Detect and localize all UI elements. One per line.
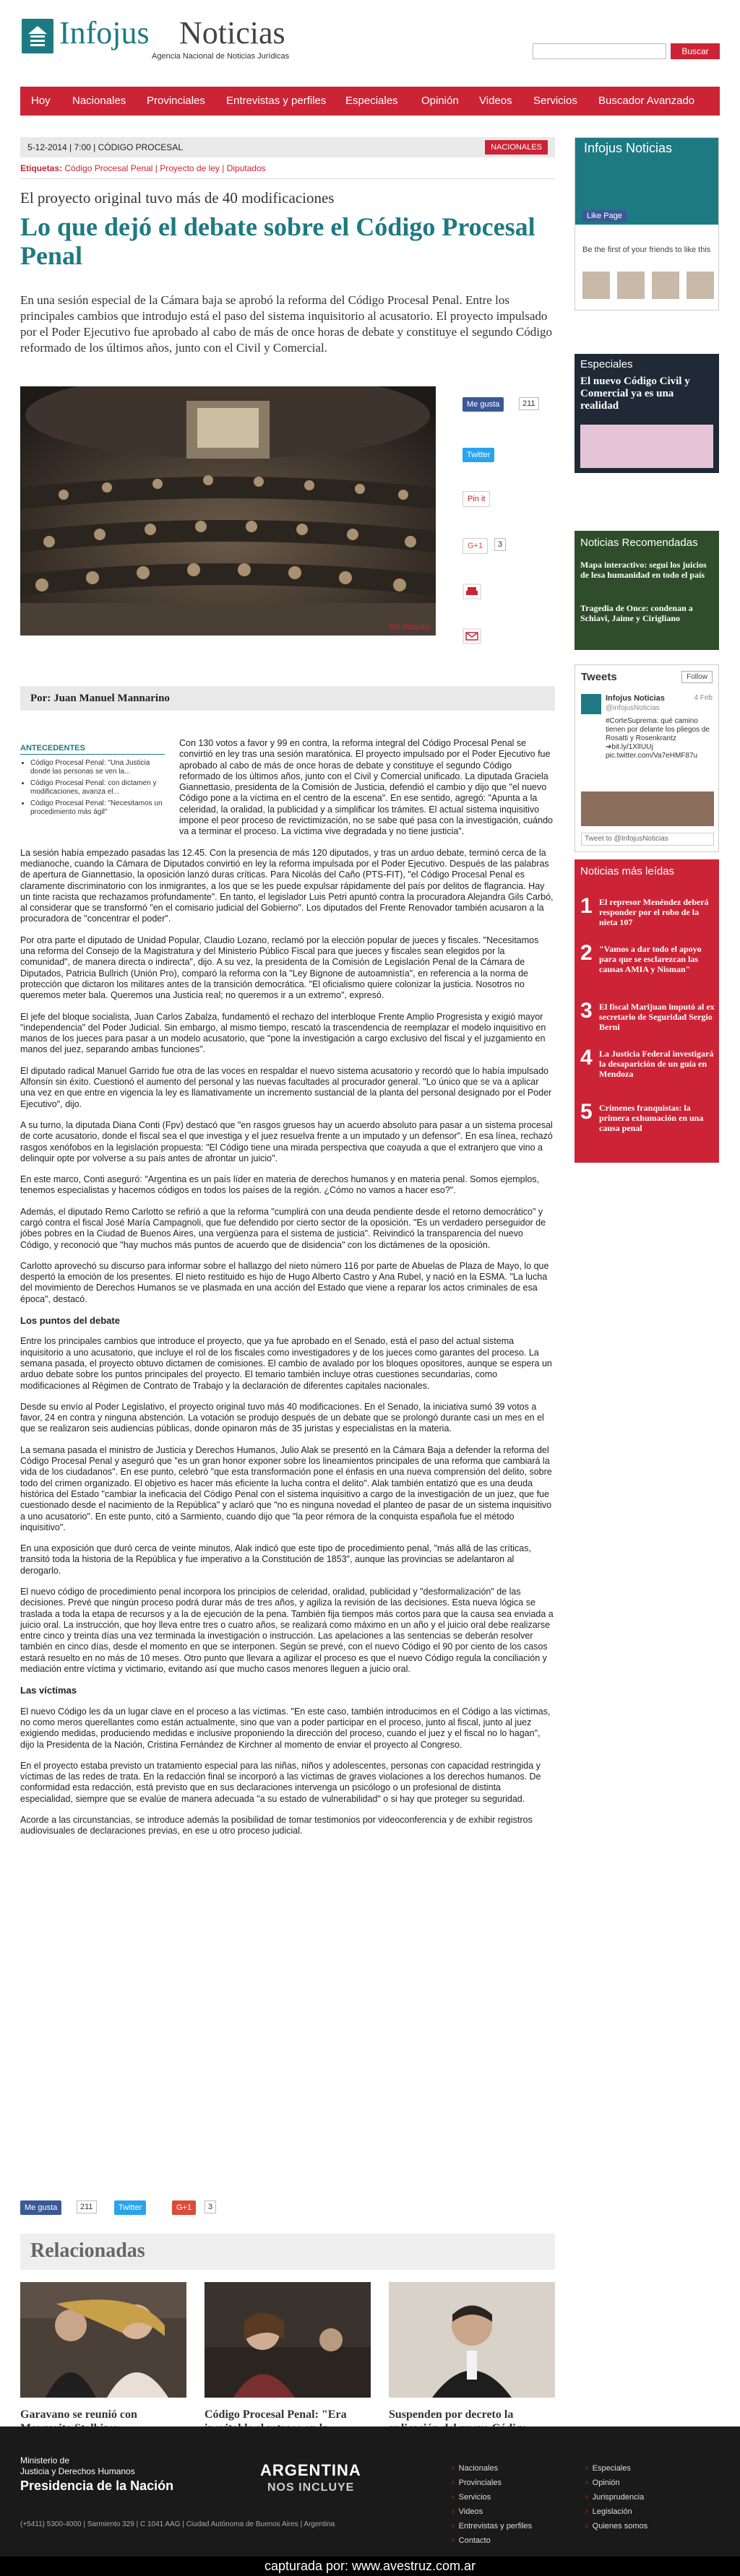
logo-infojus[interactable]: Infojus	[59, 15, 150, 51]
avatar[interactable]	[687, 272, 714, 299]
footer-link[interactable]: › Quienes somos	[585, 2522, 648, 2531]
tags	[20, 163, 266, 173]
recomendada-link[interactable]: Tragedia de Once: condenan a Schiavi, Jaime y Cirigliano	[580, 603, 693, 623]
related-title: Relacionadas	[30, 2239, 145, 2262]
antecedentes-title: ANTECEDENTES	[20, 744, 165, 755]
paragraph: Entre los principales cambios que introduce el proyecto, que ya fue aprobado en el Senado, está el paso del actual sistema inquisitorio a uno acusatorio, que incluye el rol de los fiscales como investigadores y de los jueces como garantes del proceso. La semana pasada, el proyecto obtuvo dictamen de comisiones. El cambio de avalado por los bloques opositores, aunque se espera un arduo debate sobre los puntos principales del proyecto. El temario también incluye otras cuestiones secundarias, como modificaciones al Régimen de Contrato de Trabajo y la declaración de diferentes capitales nacionales.	[20, 1336, 552, 1391]
related-card[interactable]	[205, 2282, 371, 2449]
twitter-follow-button[interactable]: Follow	[681, 671, 713, 683]
argentina-logo-2: NOS INCLUYE	[267, 2481, 355, 2494]
paragraph: El nuevo código de procedimiento penal incorpora los principios de celeridad, oralidad, publicidad y "desformalización" de las decisiones. Prevé que ningún proceso podrá durar más de tres años, y agiliza la revisión de las decisiones. Esta nueva lógica se traslada a toda la etapa de recursos y a la de ejecución de la pena. También fija tiempos más cortos para que la causa sea enviada a juicio oral. La instrucción, que hoy lleva entre tres o cuatro años, se realizará como máximo en un año y el juicio oral debe realizarse entre cinco y treinta días una vez terminada la investigación o instrucción. Las apelaciones a las sentencias se deberán resolver también en cinco días, desde el momento en que se interponen. Según se prevé, con el nuevo Código el 90 por ciento de los casos estará resuelto en no más de 10 meses. Otro punto que llevara a agilizar el proceso es que el nuevo Código regula la conciliación y mediación entre víctima y victimario, evitando así que mucho casos menores lleguen a juicio oral.	[20, 1587, 554, 1675]
fb-count: 211	[519, 397, 539, 410]
facebook-cover	[575, 138, 718, 225]
mas-leida-link[interactable]: El fiscal Marijuan imputó al ex secretario de Seguridad Sergio Berni	[599, 1002, 715, 1032]
footer-link[interactable]: › Nacionales	[452, 2464, 498, 2473]
related-card[interactable]	[20, 2282, 186, 2435]
related-photo[interactable]	[205, 2282, 371, 2398]
paragraph: El nuevo Código les da un lugar clave en el proceso a las víctimas. "En este caso, también introducimos en el Código a las víctimas, no como meros querellantes como están actualmente, sino que van a poder participar en el proceso, junto al fiscal, junto al juez exigiendo medidas, produciendo medidas e inclusive proponiendo la dirección del proceso, cuando el juez y el fiscal no lo hagan", dijo la Presidenta de la Nación, Cristina Fernández de Kirchner al momento de enviar el proyecto al Congreso.	[20, 1706, 551, 1750]
footer-address: (+5411) 5300-4000 | Sarmiento 329 | C 1041 AAG | Ciudad Autónoma de Buenos Aires | Argentina	[20, 2520, 335, 2528]
footer-link[interactable]: › Legislación	[585, 2507, 632, 2516]
logo-subtitle: Agencia Nacional de Noticias Jurídicas	[152, 52, 290, 61]
chamber-photo	[20, 386, 436, 636]
gplus-count: 3	[494, 538, 506, 551]
facebook-widget	[575, 137, 719, 311]
related-headline[interactable]: Garavano se reunió con	[20, 2408, 137, 2421]
article-kicker: El proyecto original tuvo más de 40 modificaciones	[20, 189, 335, 207]
pinterest-button[interactable]: Pin it	[462, 491, 490, 507]
tweet-input[interactable]: Tweet to @InfojusNoticias	[581, 833, 714, 846]
paragraph: La semana pasada el ministro de Justicia y Derechos Humanos, Julio Alak se presentó en la Cámara Baja a defender la reforma del Código Procesal Penal y aseguró que "es un gran honor exponer sobre los lineamientos principales de una reforma que cambiará la vida de los ciudadanos". En ese punto, celebró "que esta transformación pone el énfasis en una nueva comprensión del delito, sobre todo del crimen organizado. El objetivo es hacer más eficiente la lucha contra el delito". Alak también entatizó que es una deuda histórica del Estado "cambiar la ineficacia del Código Penal con el sistema inquisitivo a cargo de la investigación de un juez, que fue cuestionado desde el nacimiento de la República" y aclaró que "no es ninguna novedad el planteo de pasar de un sistema inquisitivo a uno acusatorio". En este punto, citó a Sarmiento, cuando dijo que "la peor rémora de la conquista española fue el método inquisitivo".	[20, 1444, 552, 1532]
paragraph: El diputado radical Manuel Garrido fue otra de las voces en respaldar el nuevo sistema acusatorio y recordó que lo había impulsado Alfonsín sin éxito. Cuestionó el aumento del personal y las nuevas facultades al procurador general. "Lo único que se va a aplicar una vez en que entre en vigencia la ley es llamativamente un incremento sustancial de la planta del personal designado por el Poder Ejecutivo", dijo.	[20, 1065, 552, 1109]
search-button[interactable]: Buscar	[671, 43, 720, 59]
paragraph: En este marco, Conti aseguró: "Argentina es un país líder en materia de derechos humanos y en materia penal. Somos ejemplos, tenemos especialistas y hacemos códigos en todos los países de la región. ¿Cómo no vamos a hacer eso?".	[20, 1174, 540, 1196]
email-icon[interactable]	[462, 628, 481, 644]
footer-link[interactable]: › Provinciales	[452, 2479, 502, 2487]
tags-list[interactable]: Código Procesal Penal | Proyecto de ley | Diputados	[64, 163, 266, 173]
mas-leida-link[interactable]: El represor Menéndez deberá responder por el robo de la nieta 107	[599, 897, 709, 927]
nav-item-entrevistas[interactable]: Entrevistas y perfiles	[226, 95, 327, 107]
footer-link[interactable]: › Especiales	[585, 2464, 631, 2473]
rank-number: 3	[580, 999, 593, 1023]
argentina-logo-1: ARGENTINA	[260, 2461, 361, 2479]
recomendadas-title: Noticias Recomendadas	[580, 537, 698, 549]
recomendada-link[interactable]: Mapa interactivo: seguí los juicios de lesa humanidad en todo el país	[580, 560, 707, 580]
twitter-button[interactable]: Twitter	[462, 448, 494, 462]
rank-number: 1	[580, 894, 593, 918]
photo-credit: Sol Vázquez	[389, 623, 430, 631]
paragraph: Acorde a las circunstancias, se introduce además la posibilidad de tomar testimonios por videoconferencia y de exhibir registros audiovisuales de declaraciones previas, en ese u otro proceso judicial.	[20, 1815, 533, 1836]
fb-like-button[interactable]: Me gusta	[20, 2200, 61, 2215]
author-name: Por: Juan Manuel Mannarino	[30, 693, 170, 704]
gplus-button[interactable]: G+1	[462, 538, 488, 554]
facebook-page-name[interactable]: Infojus Noticias	[584, 141, 673, 155]
mas-leida-link[interactable]: "Vamos a dar todo el apoyo para que se esclarezcan las causas AMIA y Nisman"	[599, 944, 702, 974]
avatar[interactable]	[582, 272, 610, 299]
article-lead: En una sesión especial de la Cámara baja se aprobó la reforma del Código Procesal Penal. Entre los principales cambios que introdujo está el paso del sistema inquisitorio al acusatorio. El proyecto impulsado por el Poder Ejecutivo fue aprobado al cabo de más de once horas de debate y constituye el segundo Código reformado de los últimos años, junto con el Civil y Comercial.	[20, 293, 552, 355]
tweet-text: #CorteSuprema: qué camino tienen por delante los pliegos de Rosatti y Rosenkrantz ➔bit.ly/1XlIUUj pic.twitter.com/Va7eHMF87u	[606, 717, 710, 760]
ministry-line-3[interactable]: Presidencia de la Nación	[20, 2479, 174, 2493]
related-headline[interactable]: Suspenden por decreto la	[389, 2408, 514, 2421]
site-footer	[0, 2427, 740, 2567]
related-photo[interactable]	[20, 2282, 186, 2398]
rank-number: 4	[580, 1046, 593, 1070]
ministry-line-2[interactable]: Justicia y Derechos Humanos	[20, 2466, 135, 2476]
subheading: Los puntos del debate	[20, 1315, 120, 1327]
site-header	[0, 0, 740, 87]
rank-number: 5	[580, 1100, 593, 1124]
print-icon[interactable]	[462, 584, 481, 599]
avatar[interactable]	[617, 272, 645, 299]
search-input[interactable]	[533, 43, 666, 59]
dateline: 5-12-2014 | 7:00 | CÓDIGO PROCESAL	[27, 142, 183, 152]
divider	[20, 178, 555, 179]
nav-item-opinion[interactable]: Opinión	[421, 95, 459, 107]
fb-count: 211	[77, 2200, 97, 2213]
nav-item-especiales[interactable]: Especiales	[345, 95, 398, 107]
related-header	[20, 2234, 555, 2270]
paragraph: En una exposición que duró cerca de veinte minutos, Alak indicó que este tipo de procedimiento penal, "más allá de las críticas, transitó toda la historia de la República y fue imperativo a la Constitución de 1853", aunque las provincias se adelantaron al derogarlo.	[20, 1543, 531, 1576]
paragraph: Con 130 votos a favor y 99 en contra, la reforma integral del Código Procesal Penal se convirtió en ley tras una sesión maratónica. El proyecto impulsado por el Poder Ejecutivo fue aprobado al cabo de más de once horas de debate y constituye el segundo Código reformado de los últimos años, junto con el Civil y Comercial unificado. La diputada Graciela Giannettasio, presidenta de la Comisión de Justicia, defendió el cambio y dijo que "el nuevo Código pone a la víctima en el centro de la escena". En ese sentido, agregó: "Apunta a la celeridad, la oralidad, la publicidad y a simplificar los trámites. El actual sistema inquisitivo impone el peor proceso de revictimización, no se sabe qué pasa con la investigación, cuándo va a terminar el proceso. La víctima vive degradada y no tiene justicia".	[179, 738, 553, 837]
mas-leidas-title: Noticias más leídas	[580, 865, 675, 877]
antecedente-link[interactable]: • Código Procesal Penal: con dictamen y modificaciones, avanza el...	[30, 779, 165, 797]
gplus-count: 3	[205, 2200, 216, 2213]
paragraph: El jefe del bloque socialista, Juan Carlos Zabalza, fundamentó el rechazo del interbloque Frente Amplio Progresista y exigió mayor "independencia" del Poder Judicial. Sin embargo, al mismo tiempo, rescató la trascendencia de reemplazar el modelo inquisitivo en manos de los jueces para pasar a un modelo acusatorio, que "pone la investigación a cargo exclusivo del fiscal y el juzgamiento en manos del juez, separando ambas funciones".	[20, 1011, 546, 1055]
nav-item-hoy[interactable]: Hoy	[31, 95, 51, 107]
footer-link[interactable]: › Servicios	[452, 2493, 491, 2502]
gplus-button[interactable]: G+1	[172, 2200, 196, 2215]
tweets-title: Tweets	[581, 671, 617, 683]
twitter-widget	[575, 664, 719, 852]
footer-link[interactable]: › Videos	[452, 2507, 483, 2516]
paragraph: A su turno, la diputada Diana Conti (Fpv) destacó que "en rasgos gruesos hay un acuerdo absoluto para pasar a un sistema procesal de corte acusatorio, donde el fiscal sea el que investiga y el juez resuelva frente a un imputado y un defensor". En esa línea, rechazó rasgos xenófobos en la legislación propuesta: "El Código tiene una mirada perspectiva que coayuda a que el extranjero que vino a delinquir opte por volverse a su país antes de afrontar un juicio".	[20, 1119, 553, 1163]
facebook-message: Be the first of your friends to like this	[582, 246, 711, 254]
logo-icon[interactable]	[22, 19, 53, 53]
article-bar	[20, 137, 555, 157]
tweet-author[interactable]: Infojus Noticias	[606, 694, 665, 703]
recomendadas-widget	[575, 531, 719, 650]
related-headline[interactable]: Código Procesal Penal: "Era	[205, 2408, 347, 2421]
nav-item-videos[interactable]: Videos	[479, 95, 512, 107]
especiales-image[interactable]	[580, 425, 713, 468]
footer-link[interactable]: › Contacto	[452, 2536, 491, 2545]
tweet-handle[interactable]: @infojusNoticias	[606, 704, 660, 712]
tweet-image[interactable]	[581, 792, 714, 826]
footer-link[interactable]: › Entrevistas y perfiles	[452, 2522, 532, 2531]
mas-leida-link[interactable]: Crímenes franquistas: la primera exhumación en una causa penal	[599, 1103, 704, 1133]
nav-item-servicios[interactable]: Servicios	[533, 95, 577, 107]
bottom-share-bar	[20, 2200, 309, 2216]
avatar[interactable]	[652, 272, 679, 299]
footer-link[interactable]: › Jurisprudencia	[585, 2493, 644, 2502]
main-nav	[20, 87, 720, 116]
article-body	[20, 738, 555, 1847]
paragraph: Carlotto aprovechó su discurso para informar sobre el hallazgo del nieto número 116 por parte de Abuelas de Plaza de Mayo, lo que despertó la emoción de los presentes. El nieto restituido es hijo de Hugo Alberto Castro y Ana Rubel, y nació en la ESMA. "La lucha del movimiento de Derechos Humanos se ve plasmada en una acción del Estado que viene a reparar los actos criminales de esa época", destacó.	[20, 1260, 549, 1304]
paragraph: En el proyecto estaba previsto un tratamiento especial para las niñas, niños y adolescentes, personas con capacidad restringida y víctimas de las redes de trata. En la redacción final se incorporó a las víctimas de graves violaciones a los derechos humanos. De conformidad esta redacción, está previsto que en sus declaraciones intervenga un psicólogo o un profesional de distinta especialidad, siempre que se evalúe de manera adecuada "a su estado de vulnerabilidad" o si hay que proteger su seguridad.	[20, 1760, 541, 1804]
tweet-date: 4 Feb	[694, 694, 713, 702]
ministry-line-1[interactable]: Ministerio de	[20, 2455, 70, 2466]
author-bar	[20, 686, 555, 711]
twitter-button[interactable]: Twitter	[114, 2200, 146, 2215]
nav-item-provinciales[interactable]: Provinciales	[147, 95, 205, 107]
paragraph: Desde su envío al Poder Legislativo, el proyecto original tuvo más 40 modificaciones. En el Senado, la iniciativa sumó 39 votos a favor, 24 en contra y ninguna abstención. La votación se produjo después de un debate que se prolongó durante casi un mes en el que se realizaron seis audiencias públicas, donde opinaron más de 35 juristas y especialistas en la materia.	[20, 1401, 544, 1434]
tags-label: Etiquetas:	[20, 163, 63, 173]
article-title: Lo que dejó el debate sobre el Código Procesal Penal	[20, 212, 535, 270]
especiales-title: Especiales	[580, 358, 633, 370]
rank-number: 2	[580, 941, 593, 965]
especiales-headline[interactable]: El nuevo Código Civil y Comercial ya es una realidad	[580, 376, 690, 412]
antecedente-link[interactable]: • Código Procesal Penal: "Necesitamos un procedimiento más ágil"	[30, 799, 165, 817]
facebook-like-page-button[interactable]: Like Page	[582, 210, 627, 222]
nav-item-nacionales[interactable]: Nacionales	[72, 95, 126, 107]
paragraph: La sesión había empezado pasadas las 12.45. Con la presencia de más 120 diputados, y tras un arduo debate, terminó cerca de la medianoche, cuando la Cámara de Diputados convirtió en ley la reforma impulsada por el Poder Ejecutivo. Después de las palabras de apertura de Giannettasio, la oposición lanzó duras críticas. Para Nicolás del Caño (PTS-FIT), "el Código Procesal Penal es claramente discriminatorio con los inmigrantes, a los que se les puede expulsar rápidamente del país por delitos de flagrancia. Hay un tinte racista que rechazamos profundamente". En tanto, el legislador Luis Petri apuntó contra la procuradora Alejandra Gils Carbó, al considerar que se transformó "en el comisario judicial del Gobierno". Los diputados del Frente Renovador también acusaron a la procuradora de "concentrar el poder".	[20, 847, 554, 924]
subheading: Las víctimas	[20, 1685, 77, 1696]
article-photo	[20, 386, 436, 636]
footer-link[interactable]: › Opinión	[585, 2479, 620, 2487]
capture-caption: capturada por: www.avestruz.com.ar	[0, 2557, 740, 2576]
nav-item-buscador[interactable]: Buscador Avanzado	[598, 95, 695, 107]
related-photo[interactable]	[389, 2282, 555, 2398]
related-card[interactable]	[389, 2282, 555, 2449]
avatar[interactable]	[581, 694, 601, 714]
especiales-widget	[575, 354, 719, 473]
mas-leida-link[interactable]: La Justicia Federal investigará la desaparición de un guía en Mendoza	[599, 1049, 714, 1079]
logo-noticias[interactable]: Noticias	[179, 15, 285, 51]
section-badge[interactable]: NACIONALES	[485, 140, 548, 155]
antecedente-link[interactable]: • Código Procesal Penal: "Una Justicia donde las personas se ven la...	[30, 759, 165, 776]
fb-like-button[interactable]: Me gusta	[462, 397, 504, 412]
mas-leidas-widget	[575, 859, 719, 1163]
paragraph: Por otra parte el diputado de Unidad Popular, Claudio Lozano, reclamó por la elección popular de jueces y fiscales. "Necesitamos una reforma del Consejo de la Magistratura y del Ministerio Público Fiscal para que jueces y fiscales sean elegidos por la comunidad", de manera directa o indirecta", dijo. A su vez, la presidenta de la Comisión de Legislación Penal de la Cámara de Diputados, Patricia Bullrich (Unión Pro), comparó la reforma con la "Ley Bignone de autoamnistía", en referencia a la norma de protección que dictaron los militares antes de la transición democrática. "El oficialismo quiere colonizar la justicia. Nosotros no queremos meter bala. Queremos una Justicia real; no queremos ir a un extremo", expresó.	[20, 934, 539, 1001]
paragraph: Además, el diputado Remo Carlotto se refirió a que la reforma "cumplirá con una deuda pendiente desde el retorno democrático" y cargó contra el fiscal José María Campagnoli, que fue defendido por cierto sector de la oposición. "Es un verdadero perseguidor de jóbes pobres en la Ciudad de Buenos Aires, una vergüenza para el sistema de justicia". Reivindicó la transparencia del nuevo Código, y reconoció que "hay muchos más puntos de acuerdo que de disidencia" con los dictámenes de la oposición.	[20, 1206, 546, 1250]
